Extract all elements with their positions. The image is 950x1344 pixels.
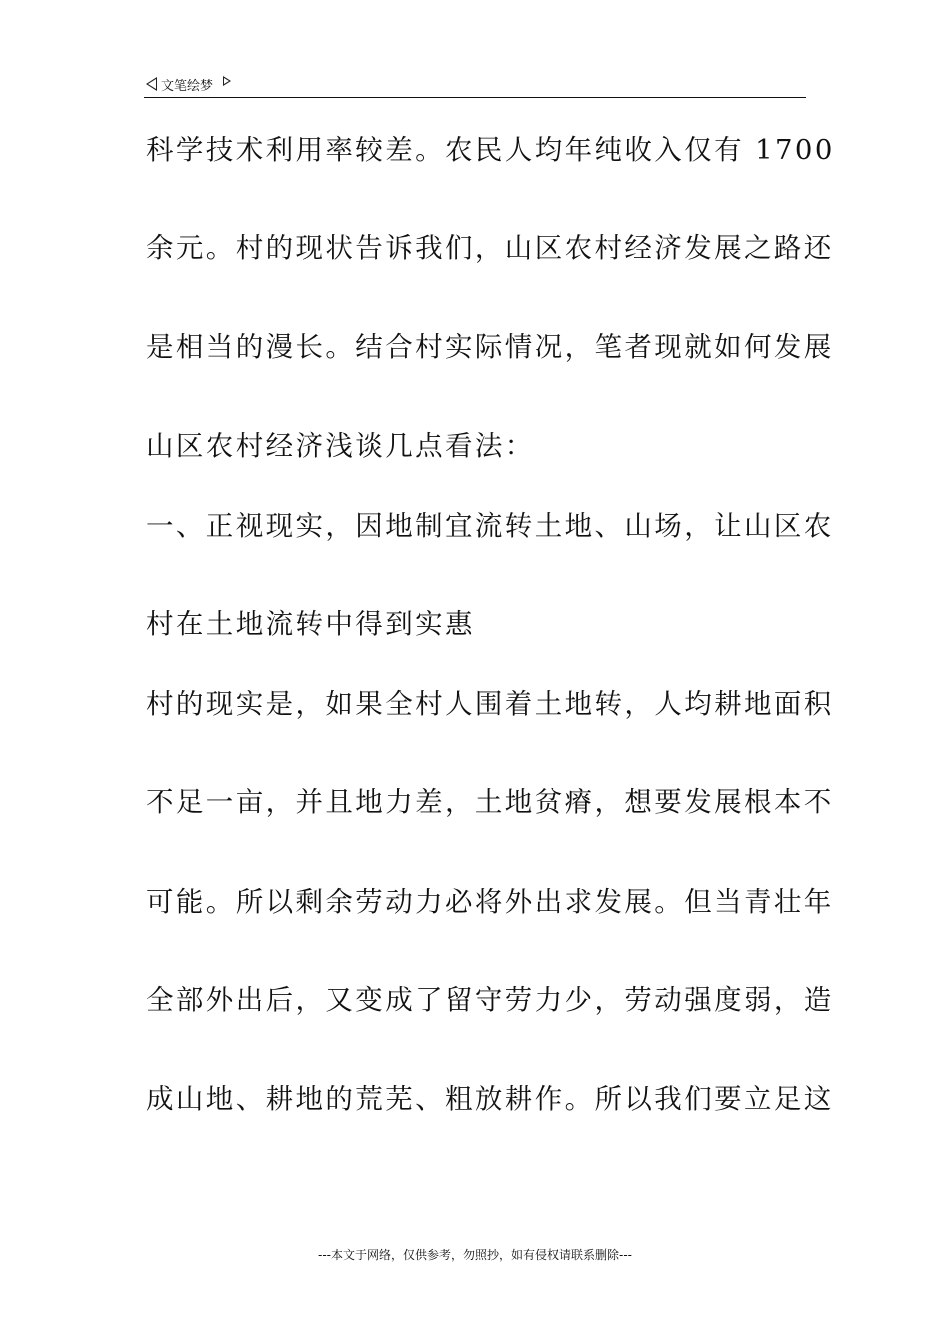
header-divider	[144, 97, 806, 98]
body-line: 成山地、耕地的荒芜、粗放耕作。所以我们要立足这	[146, 1083, 834, 1115]
body-line: 余元。村的现状告诉我们，山区农村经济发展之路还	[146, 232, 834, 264]
body-line: 科学技术利用率较差。农民人均年纯收入仅有 1700	[146, 134, 835, 166]
body-line: 不足一亩，并且地力差，土地贫瘠，想要发展根本不	[146, 786, 834, 818]
body-line: 全部外出后，又变成了留守劳力少，劳动强度弱，造	[146, 984, 834, 1016]
body-line: 村的现实是，如果全村人围着土地转，人均耕地面积	[146, 688, 834, 720]
triangle-left-icon	[146, 77, 157, 91]
section-heading-line: 村在土地流转中得到实惠	[146, 608, 475, 640]
header-title: 文笔绘梦	[161, 78, 214, 94]
page-header	[146, 72, 231, 96]
body-line: 是相当的漫长。结合村实际情况，笔者现就如何发展	[146, 331, 834, 363]
triangle-right-icon	[223, 76, 231, 86]
section-heading-line: 一、正视现实，因地制宜流转土地、山场，让山区农	[146, 510, 834, 542]
footer-disclaimer: ---本文于网络，仅供参考，勿照抄，如有侵权请联系删除---	[318, 1248, 632, 1262]
body-line: 山区农村经济浅谈几点看法：	[146, 430, 535, 462]
body-line: 可能。所以剩余劳动力必将外出求发展。但当青壮年	[146, 886, 834, 918]
